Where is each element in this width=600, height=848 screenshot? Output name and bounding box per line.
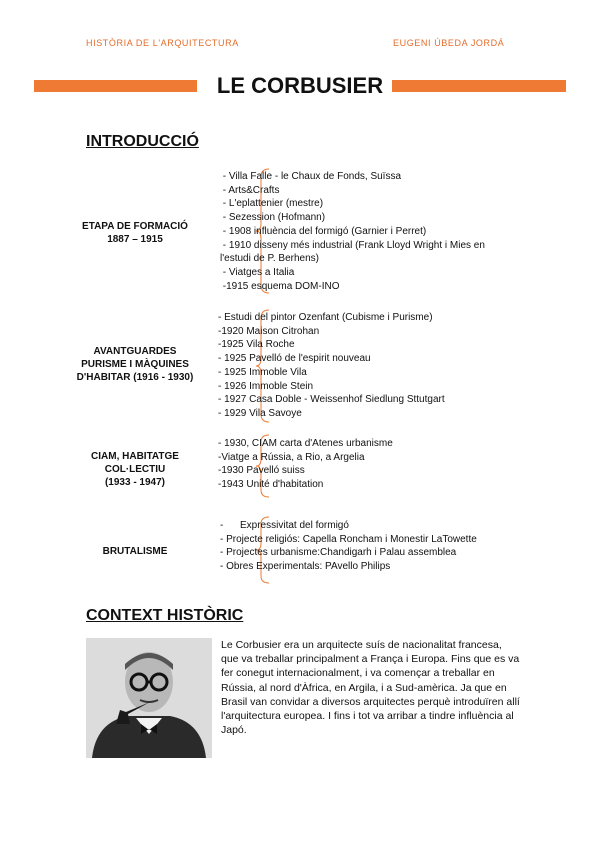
list-item: -1943 Unité d'habitation: [218, 479, 324, 491]
portrait-icon: [86, 638, 212, 758]
list-item: - Projectes urbanisme:Chandigarh i Palau assemblea: [220, 547, 457, 559]
list-item: - Arts&Crafts: [220, 184, 280, 196]
list-item: - Expressivitat del formigó: [220, 520, 349, 531]
block-label: [60, 545, 210, 558]
list-item: - Obres Experimentals: PAvello Philips: [220, 561, 391, 573]
list-item: - 1908 influència del formigó (Garnier i Perret): [220, 225, 427, 237]
block-label-line: AVANTGUARDES: [93, 346, 177, 357]
list-item: - Sezession (Hofmann): [220, 212, 326, 224]
header-left: HISTÒRIA DE L'ARQUITECTURA: [86, 38, 239, 48]
block-label-line: CIAM, HABITATGE: [91, 451, 179, 462]
page-title: LE CORBUSIER: [216, 73, 384, 98]
list-item: -1920 Maison Citrohan: [218, 325, 320, 337]
list-item: - Estudi del pintor Ozenfant (Cubisme i Purisme): [218, 312, 433, 323]
list-item: -Viatge a Rússia, a Rio, a Argelia: [218, 451, 365, 463]
intro-block-avantguardes: [60, 307, 540, 425]
intro-block-brutalisme: [60, 514, 540, 584]
block-label-line: PURISME I MÀQUINES: [81, 359, 189, 370]
block-items: [220, 519, 540, 574]
block-label-line: BRUTALISME: [102, 546, 168, 557]
list-item: l'estudi de P. Berhens): [220, 253, 320, 265]
block-items: [218, 437, 538, 492]
list-item: - 1910 disseny més industrial (Frank Lloyd Wright i Mies en: [220, 239, 485, 251]
block-label: [60, 450, 210, 489]
block-label-line: (1933 - 1947): [104, 477, 166, 488]
context-heading: CONTEXT HISTÒRIC: [86, 607, 244, 624]
list-item: - 1927 Casa Doble - Weissenhof Siedlung Sttutgart: [218, 394, 445, 406]
list-item: - 1926 Immoble Stein: [218, 380, 314, 392]
block-label-line: 1887 – 1915: [107, 234, 163, 245]
title-band: [34, 74, 566, 98]
block-label-line: COL·LECTIU: [104, 464, 166, 475]
block-label: [60, 220, 210, 246]
header-right: EUGENI ÚBEDA JORDÁ: [393, 38, 505, 48]
block-label-line: ETAPA DE FORMACIÓ: [82, 221, 188, 232]
list-item: - Villa Falle - le Chaux de Fonds, Suïssa: [220, 171, 402, 182]
list-item: - 1930, CIAM carta d'Atenes urbanisme: [218, 438, 393, 449]
list-item: -1915 esquema DOM-INO: [220, 280, 340, 292]
list-item: -1925 Vila Roche: [218, 339, 295, 351]
list-item: - 1925 Immoble Vila: [218, 366, 307, 378]
block-label: [60, 345, 210, 384]
list-item: - 1925 Pavelló de l'espirit nouveau: [218, 353, 371, 365]
portrait-photo: [86, 638, 212, 758]
intro-heading: INTRODUCCIÓ: [86, 133, 199, 150]
block-items: [218, 311, 538, 421]
block-label-line: D'HABITAR (1916 - 1930): [76, 372, 194, 383]
list-item: - L'eplattenier (mestre): [220, 198, 324, 210]
list-item: -1930 Pavelló suiss: [218, 465, 305, 477]
intro-block-ciam: [60, 432, 540, 498]
block-items: [220, 170, 540, 293]
intro-block-formacio: [60, 166, 540, 296]
context-paragraph: Le Corbusier era un arquitecte suís de nacionalitat francesa, que va treballar principalment a França i Europa. Fins que es va fer conegut internacionalment, i va començar a treballar en Rússia, al nord d'Àfrica, en Argila, i a Sud-amèrica. Ja que en Brasil van convidar a diversos arquitectes perquè introduïren allí l'arquitectura europea. I fins i tot va arribar a tindre influència al Japó.: [221, 639, 520, 737]
list-item: - Viatges a Italia: [220, 266, 295, 278]
list-item: - Projecte religiós: Capella Roncham i Monestir LaTowette: [220, 533, 477, 545]
list-item: - 1929 Vila Savoye: [218, 407, 302, 419]
